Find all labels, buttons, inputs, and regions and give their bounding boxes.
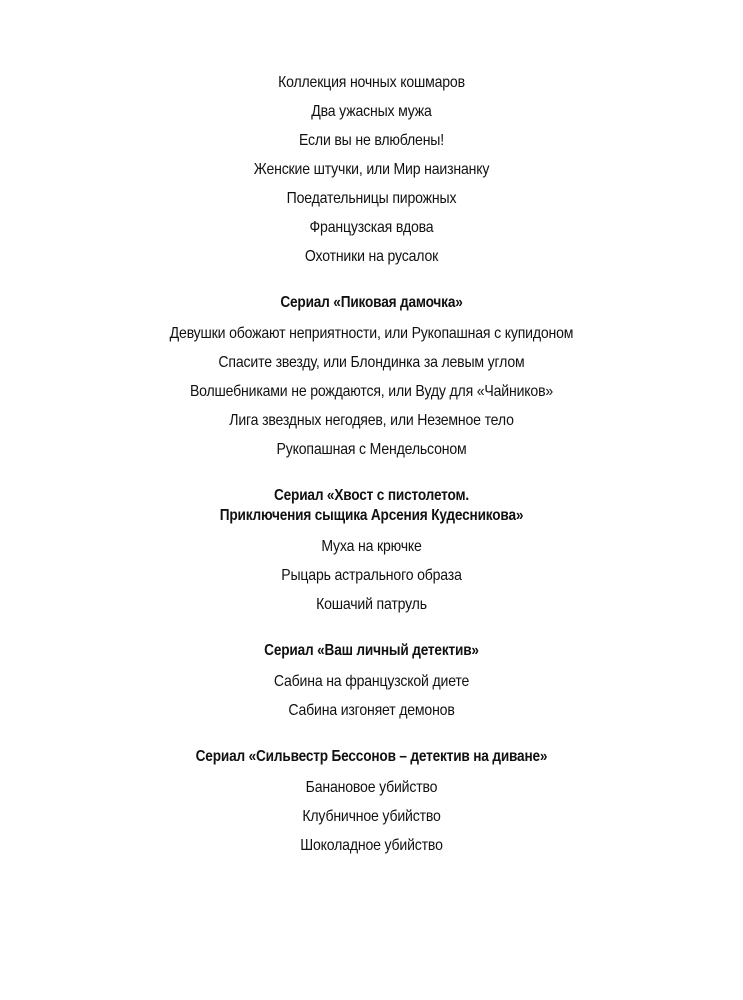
series-silvestr-bessonov [0,747,743,860]
book-title: Сабина на французской диете [273,673,470,690]
book-title: Поедательницы пирожных [286,190,457,207]
book-title: Охотники на русалок [304,248,439,265]
book-title: Шоколадное убийство [300,837,443,854]
series-vash-lichnyi-detektiv [0,641,743,725]
series-heading: Сериал «Сильвестр Бессонов – детектив на диване» [195,748,548,765]
book-list-page [0,68,743,860]
book-title: Два ужасных мужа [311,103,432,120]
book-title: Муха на крючке [321,538,422,555]
book-title: Спасите звезду, или Блондинка за левым углом [218,354,525,371]
book-title: Рукопашная с Мендельсоном [276,441,467,458]
series-heading-line-2: Приключения сыщика Арсения Кудесникова» [219,507,524,524]
series-khvost-s-pistoletom [0,486,743,619]
book-title: Женские штучки, или Мир наизнанку [253,161,490,178]
standalone-books-list [0,68,743,271]
series-heading-line-1: Сериал «Хвост с пистолетом. [273,487,470,504]
book-title: Коллекция ночных кошмаров [278,74,465,91]
book-title: Клубничное убийство [302,808,441,825]
series-heading: Сериал «Ваш личный детектив» [264,642,479,659]
book-title: Банановое убийство [305,779,438,796]
book-title: Рыцарь астрального образа [281,567,462,584]
book-title: Кошачий патруль [316,596,427,613]
book-title: Волшебниками не рождаются, или Вуду для «Чайников» [189,383,554,400]
book-title: Если вы не влюблены! [298,132,445,149]
series-heading: Сериал «Пиковая дамочка» [280,294,463,311]
book-title: Девушки обожают неприятности, или Рукопашная с купидоном [169,325,574,342]
series-pikovaya-damochka [0,293,743,464]
series-heading [45,486,699,526]
book-title: Сабина изгоняет демонов [288,702,455,719]
book-title: Лига звездных негодяев, или Неземное тело [229,412,514,429]
book-title: Французская вдова [309,219,434,236]
